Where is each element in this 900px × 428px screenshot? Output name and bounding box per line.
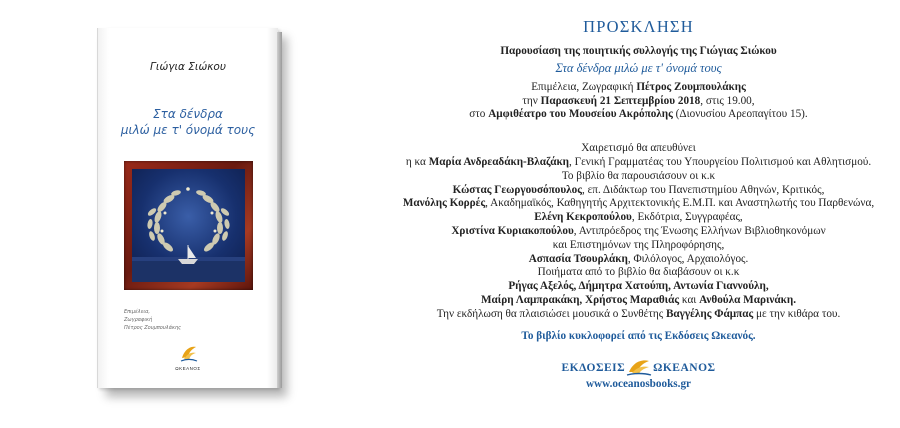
publisher-bird-icon — [626, 358, 652, 378]
cover-painting-frame — [124, 161, 253, 290]
presenter-3-role: , Εκδότρια, Συγγραφέας, — [631, 211, 743, 224]
readers-line-2 — [385, 294, 892, 308]
publisher-logo — [385, 358, 892, 378]
readers-names-1: Ρήγας Αξελός, Δήμητρα Χατούπη, Αντωνία Γιαννούλη, — [508, 280, 769, 293]
book-cover — [97, 28, 278, 388]
cover-title — [98, 106, 278, 138]
date-prefix: την — [522, 94, 538, 107]
welcome-prefix: η κα — [405, 155, 426, 168]
presentation-text: Παρουσίαση της ποιητικής συλλογής της Γιώγιας Σιώκου — [500, 45, 777, 57]
presenter-5 — [385, 253, 892, 267]
presentation-line — [385, 45, 892, 59]
cover-credits-line3: Πέτρος Ζουμπουλάκης — [124, 325, 182, 331]
venue-prefix: στο — [469, 108, 486, 121]
music-suffix: με την κιθάρα του. — [756, 307, 841, 320]
presenter-3-name: Ελένη Κεκροπούλου — [534, 211, 632, 224]
book-spine-edge — [277, 32, 282, 388]
music-prefix: Την εκδήλωση θα πλαισιώσει μουσικά ο Συνθέτης — [436, 307, 664, 320]
presenter-3 — [385, 211, 892, 225]
readers-intro: Ποιήματα από το βιβλίο θα διαβάσουν οι κ.κ — [537, 266, 740, 279]
venue-name: Αμφιθέατρο του Μουσείου Ακρόπολης — [488, 108, 673, 121]
cover-publisher: ΩΚΕΑΝΟΣ — [175, 366, 201, 371]
cover-credits-line2: Ζωγραφική — [124, 317, 153, 323]
event-time: , στις 19.00, — [700, 94, 755, 107]
readers-names-2: Μαίρη Λαμπρακάκη, Χρήστος Μαραθιάς — [480, 293, 680, 306]
presenters-intro: Το βιβλίο θα παρουσιάσουν οι κ.κ — [561, 169, 716, 182]
date-line — [385, 95, 892, 109]
presenter-4-role: , Αντιπρόεδρος της Ένωσης Ελλήνων Βιβλιοθηκονόμων — [573, 224, 826, 237]
editing-line — [385, 81, 892, 95]
cover-painting — [132, 169, 245, 282]
welcome-line — [385, 156, 892, 170]
readers-names-3: Ανθούλα Μαρινάκη. — [699, 293, 797, 306]
presenter-4-role-cont: και Επιστημόνων της Πληροφόρησης, — [552, 238, 725, 251]
cover-credits — [124, 308, 181, 332]
welcome-role: , Γενική Γραμματέας του Υπουργείου Πολιτισμού και Αθλητισμού. — [569, 155, 872, 168]
venue-line — [385, 108, 892, 122]
cover-title-line2: μιλώ με τ' όνομά τους — [120, 123, 256, 137]
presenter-5-role: , Φιλόλογος, Αρχαιολόγος. — [627, 252, 749, 265]
music-line — [385, 308, 892, 322]
presenter-2 — [385, 197, 892, 211]
welcome-name: Μαρία Ανδρεαδάκη-Βλαζάκη — [428, 155, 570, 168]
presenter-1-role: , επ. Διδάκτωρ του Πανεπιστημίου Αθηνών, Κριτικός, — [582, 183, 825, 196]
presenter-4-name: Χριστίνα Κυριακοπούλου — [451, 224, 574, 237]
presenter-1-name: Κώστας Γεωργουσόπουλος — [452, 183, 582, 196]
editing-name: Πέτρος Ζουμπουλάκης — [636, 80, 746, 93]
presenter-1 — [385, 184, 892, 198]
publisher-logo-left: ΕΚΔΟΣΕΙΣ — [561, 361, 626, 374]
presenter-4 — [385, 225, 892, 239]
invitation-heading: ΠΡΟΣΚΛΗΣΗ — [583, 17, 694, 36]
publisher-logo-right: ΩΚΕΑΝΟΣ — [653, 361, 716, 374]
music-composer: Βαγγέλης Φάμπας — [665, 307, 754, 320]
spacer — [385, 122, 892, 142]
publisher-bird-logo-icon — [180, 344, 198, 364]
editing-prefix: Επιμέλεια, Ζωγραφική — [531, 80, 634, 93]
readers-line-1 — [385, 280, 892, 294]
availability-note: Το βιβλίο κυκλοφορεί από τις Εκδόσεις Ωκεανός. — [521, 329, 756, 342]
presenter-2-name: Μανόλης Κορρές — [402, 197, 486, 210]
invitation-text — [385, 17, 892, 391]
invitation-book-title: Στα δένδρα μιλώ με τ' όνομά τους — [555, 60, 722, 75]
venue-address: (Διονυσίου Αρεοπαγίτου 15). — [675, 108, 808, 121]
laurel-wreath-painting-image — [132, 169, 245, 282]
presenter-5-name: Ασπασία Τσουρλάκη — [528, 252, 628, 265]
presenter-2-role: , Ακαδημαϊκός, Καθηγητής Αρχιτεκτονικής Ε.Μ.Π. και Αναστηλωτής του Παρθενώνα, — [485, 197, 875, 210]
cover-author: Γιώγια Σιώκου — [150, 61, 226, 73]
readers-and: και — [681, 293, 697, 306]
cover-credits-line1: Επιμέλεια, — [124, 309, 150, 315]
cover-title-line1: Στα δένδρα — [153, 107, 223, 121]
publisher-website[interactable]: www.oceanosbooks.gr — [585, 377, 692, 390]
welcome-intro: Χαιρετισμό θα απευθύνει — [581, 142, 696, 155]
event-date: Παρασκευή 21 Σεπτεμβρίου 2018 — [540, 94, 701, 107]
